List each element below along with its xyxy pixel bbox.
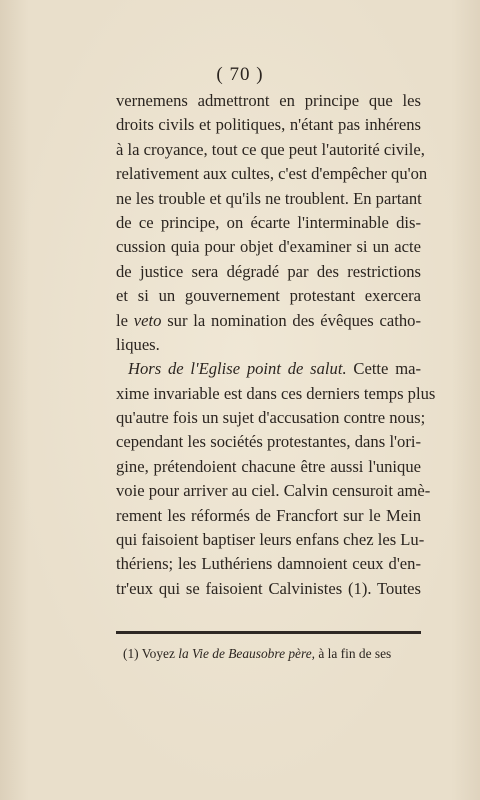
text-segment: rement les réformés de Francfort sur le Mein <box>116 505 421 525</box>
text-line <box>116 187 421 211</box>
text-segment: gine, prétendoient chacune être aussi l'unique <box>116 456 421 476</box>
page-number: ( 70 ) <box>216 64 264 85</box>
body-text <box>116 89 436 601</box>
italic-segment: veto <box>133 310 162 330</box>
text-segment: vernemens admettront en principe que les <box>116 91 421 110</box>
footnote-rule <box>116 631 421 634</box>
text-line <box>116 89 421 113</box>
text-line <box>116 430 421 454</box>
text-segment: qu'autre fois un sujet d'accusation contre nous; <box>116 408 426 428</box>
text-line <box>116 479 431 503</box>
text-segment: liques. <box>116 334 160 354</box>
text-line <box>116 309 421 333</box>
text-segment: Cette ma- <box>346 359 421 379</box>
text-line <box>116 504 421 528</box>
text-segment: cussion quia pour objet d'examiner si un acte <box>116 237 421 257</box>
text-line <box>116 406 426 430</box>
text-line <box>116 138 425 162</box>
text-segment: à la croyance, tout ce que peut l'autorité civile, <box>116 139 425 159</box>
footnote <box>123 646 421 662</box>
text-segment: thériens; les Luthériens damnoient ceux d'en- <box>116 554 421 574</box>
text-segment: cependant les sociétés protestantes, dans l'ori- <box>116 432 421 452</box>
text-segment: le <box>116 310 134 330</box>
text-line <box>116 235 421 259</box>
text-segment: (1) Voyez <box>123 646 179 661</box>
italic-segment: la Vie de Beausobre père, <box>178 646 316 661</box>
text-line <box>116 382 436 406</box>
text-line <box>116 577 421 601</box>
text-segment: voie pour arriver au ciel. Calvin censuroit amè- <box>116 481 431 501</box>
text-segment: xime invariable est dans ces derniers temps plus <box>116 383 436 403</box>
text-segment: qui faisoient baptiser leurs enfans chez les Lu- <box>116 530 425 550</box>
text-segment: droits civils et politiques, n'étant pas inhérens <box>116 115 421 135</box>
text-segment: tr'eux qui se faisoient Calvinistes (1). Toutes <box>116 578 421 598</box>
text-segment: de justice sera dégradé par des restrictions <box>116 261 421 281</box>
text-line <box>116 333 421 357</box>
text-segment: sur la nomination des évêques catho- <box>161 310 421 330</box>
text-segment: à la fin de ses <box>315 646 392 661</box>
text-segment: relativement aux cultes, c'est d'empêcher qu'on <box>116 164 428 184</box>
text-line <box>116 260 421 284</box>
text-line <box>116 552 421 576</box>
text-segment: et si un gouvernement protestant exercera <box>116 286 421 306</box>
text-line <box>116 211 421 235</box>
text-line <box>116 455 421 479</box>
text-line <box>116 284 421 308</box>
text-line <box>116 528 425 552</box>
text-segment: de ce principe, on écarte l'interminable dis- <box>116 212 421 232</box>
text-line <box>116 113 421 137</box>
text-line <box>116 162 428 186</box>
text-line <box>116 357 421 381</box>
text-segment: ne les trouble et qu'ils ne troublent. En partant <box>116 188 422 208</box>
italic-segment: Hors de l'Eglise point de salut. <box>128 359 347 379</box>
